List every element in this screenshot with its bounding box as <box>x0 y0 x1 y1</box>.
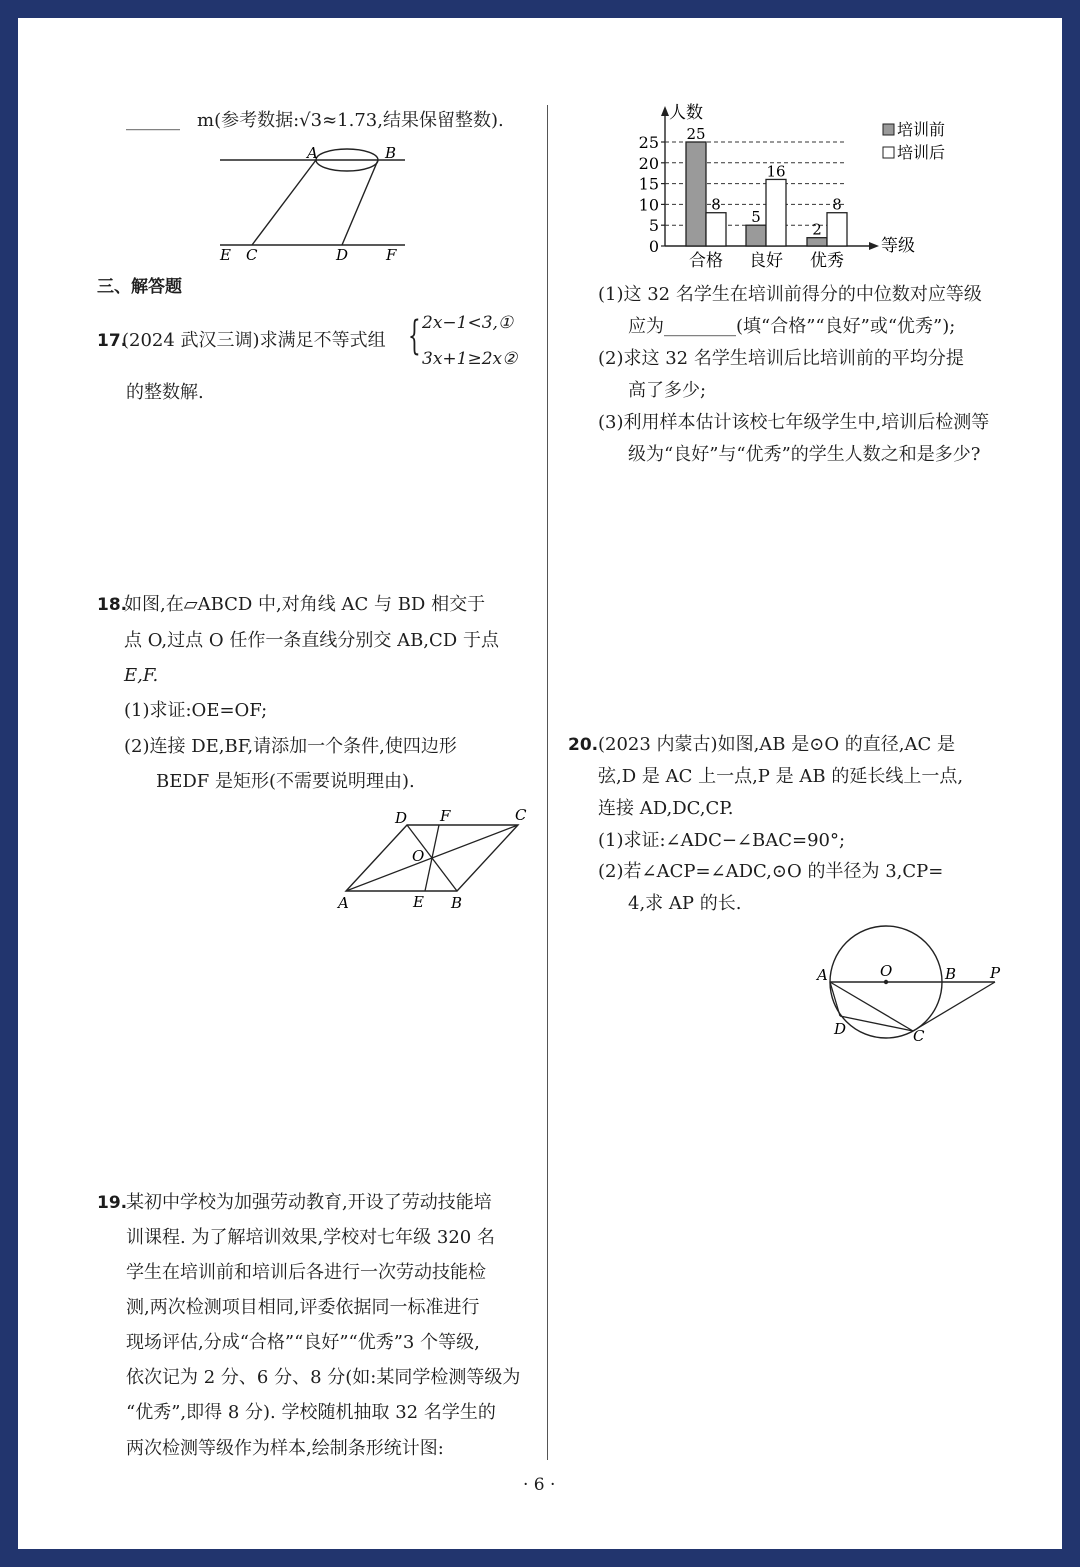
y-axis-label: 人数 <box>669 103 703 123</box>
q19-line: 学生在培训前和培训后各进行一次劳动技能检 <box>126 1262 486 1283</box>
q20-sub-2a: (2)若∠ACP=∠ADC,⊙O 的半径为 3,CP= <box>598 861 944 882</box>
fig20-label-a: A <box>817 966 828 984</box>
q19-line: 测,两次检测项目相同,评委依据同一标准进行 <box>126 1297 480 1318</box>
legend-label-after: 培训后 <box>897 143 946 162</box>
q19-line: 依次记为 2 分、6 分、8 分(如:某同学检测等级为 <box>126 1367 521 1388</box>
x-category-label: 合格 <box>689 251 723 271</box>
q19-sub-3b: 级为“良好”与“优秀”的学生人数之和是多少? <box>628 444 981 465</box>
q16-answer-blank: ______ <box>126 110 180 131</box>
bar-before <box>686 142 706 246</box>
bar-data-label: 8 <box>711 195 721 214</box>
fig18-label-e: E <box>413 893 424 911</box>
y-tick-label: 5 <box>648 216 659 236</box>
fig16-label-e: E <box>220 246 231 264</box>
q19-line: 某初中学校为加强劳动教育,开设了劳动技能培 <box>126 1192 492 1213</box>
bar-data-label: 25 <box>686 125 706 143</box>
page-number: · 6 · <box>523 1475 556 1495</box>
fig18-label-f: F <box>440 807 451 825</box>
q19-line: “优秀”,即得 8 分). 学校随机抽取 32 名学生的 <box>126 1402 496 1423</box>
section-heading: 三、解答题 <box>97 277 182 297</box>
fig16-label-b: B <box>385 144 397 162</box>
q17-brace: { <box>408 313 421 359</box>
q18-line-3: E,F. <box>124 665 159 686</box>
q20-line-3: 连接 AD,DC,CP. <box>598 798 734 819</box>
x-axis-label: 等级 <box>881 236 915 256</box>
q19-number: 19. <box>97 1193 128 1213</box>
bar-after <box>766 179 786 246</box>
fig18-label-a: A <box>338 894 349 912</box>
q20-number: 20. <box>568 735 599 755</box>
fig20-label-b: B <box>945 965 957 983</box>
q17-inequality-1: 2x−1<3,① <box>422 313 514 333</box>
fig20-label-c: C <box>913 1027 925 1045</box>
x-axis-arrow <box>869 242 879 250</box>
q19-sub-1a: (1)这 32 名学生在培训前得分的中位数对应等级 <box>598 284 982 305</box>
bar-data-label: 8 <box>832 195 842 214</box>
q17-inequality-2: 3x+1≥2x② <box>422 349 518 369</box>
legend-label-before: 培训前 <box>897 120 946 139</box>
bar-data-label: 2 <box>812 220 822 239</box>
fig16-label-f: F <box>386 246 397 264</box>
q17-tail: 的整数解. <box>126 382 204 403</box>
q19-line: 现场评估,分成“合格”“良好”“优秀”3 个等级, <box>126 1332 480 1353</box>
bar-after <box>827 213 847 246</box>
q20-circle-figure <box>810 918 1010 1046</box>
fig20-label-o: O <box>880 962 893 980</box>
fig20-label-p: P <box>990 964 1001 982</box>
q20-line-1: (2023 内蒙古)如图,AB 是⊙O 的直径,AC 是 <box>598 734 956 755</box>
bar-before <box>746 225 766 246</box>
q18-sub-2b: BEDF 是矩形(不需要说明理由). <box>156 771 415 792</box>
fig16-label-a: A <box>307 144 318 162</box>
fig16-label-d: D <box>336 246 349 264</box>
q19-sub-2a: (2)求这 32 名学生培训后比培训前的平均分提 <box>598 348 964 369</box>
y-tick-label: 20 <box>638 153 659 173</box>
legend-swatch-before <box>883 124 894 135</box>
y-axis-arrow <box>661 106 669 116</box>
q19-line: 训课程. 为了解培训效果,学校对七年级 320 名 <box>126 1227 495 1248</box>
q17-text: (2024 武汉三调)求满足不等式组 <box>122 330 386 351</box>
q19-sub-1b: 应为________(填“合格”“良好”或“优秀”); <box>628 316 956 337</box>
y-tick-label: 0 <box>648 237 659 256</box>
column-divider <box>547 105 548 1460</box>
y-tick-label: 10 <box>638 195 659 215</box>
q16-reference-data: m(参考数据:√3≈1.73,结果保留整数). <box>197 110 504 131</box>
x-category-label: 良好 <box>749 251 783 271</box>
q20-line-2: 弦,D 是 AC 上一点,P 是 AB 的延长线上一点, <box>598 766 964 787</box>
fig18-label-d: D <box>395 809 408 827</box>
q16-figure <box>215 140 415 268</box>
q18-number: 18. <box>97 595 128 615</box>
y-tick-label: 15 <box>638 174 659 194</box>
bar-data-label: 5 <box>751 208 761 227</box>
fig18-label-b: B <box>451 894 463 912</box>
bar-chart <box>635 100 975 275</box>
bar-data-label: 16 <box>766 162 786 181</box>
bar-before <box>807 238 827 246</box>
q18-sub-2a: (2)连接 DE,BF,请添加一个条件,使四边形 <box>124 736 457 757</box>
q19-sub-3a: (3)利用样本估计该校七年级学生中,培训后检测等 <box>598 412 990 433</box>
legend-swatch-after <box>883 147 894 158</box>
q18-line-1: 如图,在▱ABCD 中,对角线 AC 与 BD 相交于 <box>124 594 486 615</box>
q18-sub-1: (1)求证:OE=OF; <box>124 700 268 721</box>
bar-after <box>706 213 726 246</box>
q20-sub-1: (1)求证:∠ADC−∠BAC=90°; <box>598 830 846 851</box>
x-category-label: 优秀 <box>810 251 844 271</box>
q18-line-2: 点 O,过点 O 任作一条直线分别交 AB,CD 于点 <box>124 630 499 651</box>
fig18-label-o: O <box>412 847 425 865</box>
fig16-label-c: C <box>246 246 258 264</box>
q17-number: 17. <box>97 331 128 351</box>
q20-sub-2b: 4,求 AP 的长. <box>628 893 742 914</box>
y-tick-label: 25 <box>638 133 659 152</box>
q19-sub-2b: 高了多少; <box>628 380 707 401</box>
q19-line: 两次检测等级作为样本,绘制条形统计图: <box>126 1438 444 1459</box>
fig20-label-d: D <box>834 1020 847 1038</box>
fig18-label-c: C <box>515 806 527 824</box>
q18-parallelogram-figure <box>330 800 540 915</box>
